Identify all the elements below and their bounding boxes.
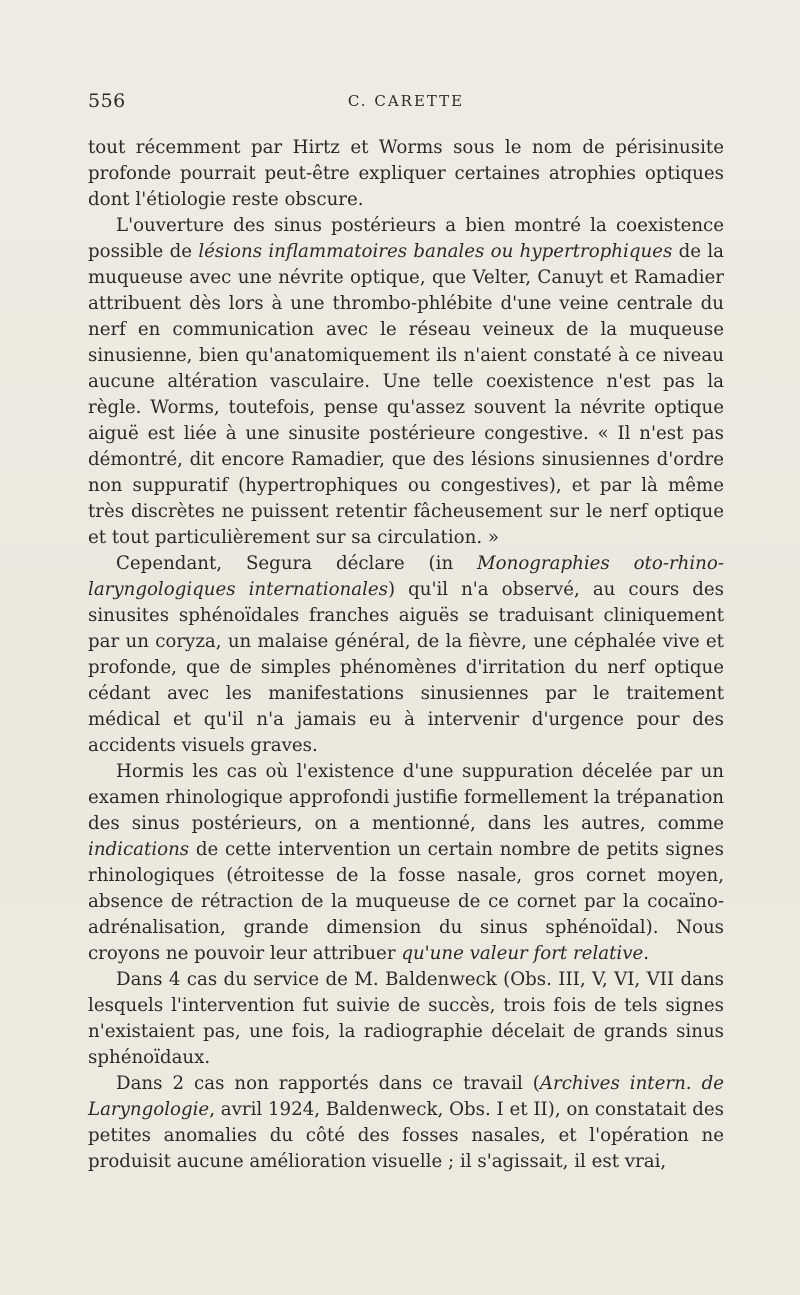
text-run: Dans 2 cas non rapportés dans ce travail ( [116, 1073, 540, 1094]
text-run: . [643, 943, 650, 964]
italic-text: Monographies oto-rhino-laryngologiques internationales [88, 553, 724, 600]
text-run: de cette intervention un certain nombre de petits signes rhinologiques (étroitesse de la fosse nasale, gros cornet moyen, absence de rétraction de la muqueuse de ce cornet par la cocaïno-adrénalisation, grande dimension du sinus sphénoïdal). Nous croyons ne pouvoir leur attribuer [88, 839, 724, 964]
text-run: de la muqueuse avec une névrite optique, que Velter, Canuyt et Ramadier attribuent dès lors à une thrombo-phlébite d'une veine centrale du nerf en communication avec le réseau veineux de la muqueuse sinusienne, bien qu'anatomiquement ils n'aient constaté à ce niveau aucune altération vasculaire. Une telle coexistence n'est pas la règle. Worms, toutefois, pense qu'assez souvent la névrite optique aiguë est liée à une sinusite postérieure congestive. « Il n'est pas démontré, dit encore Ramadier, que des lésions sinusiennes d'ordre non suppuratif (hypertrophiques ou congestives), et par là même très discrètes ne puissent retentir fâcheusement sur le nerf optique et tout particulièrement sur sa circulation. » [88, 241, 724, 548]
italic-text: Archives intern. de Laryngologie [88, 1073, 724, 1120]
page-number: 556 [88, 90, 126, 112]
text-run: Cependant, Segura déclare (in [116, 553, 478, 574]
paragraph [88, 759, 724, 967]
paragraph [88, 213, 724, 551]
text-run: L'ouverture des sinus postérieurs a bien montré la coexistence possible de [88, 215, 724, 262]
paragraph [88, 967, 724, 1071]
italic-text: indications [88, 839, 190, 860]
text-run: ) qu'il n'a observé, au cours des sinusites sphénoïdales franches aiguës se traduisant cliniquement par un coryza, un malaise général, de la fièvre, une céphalée vive et profonde, que de simples phénomènes d'irritation du nerf optique cédant avec les manifestations sinusiennes par le traitement médical et qu'il n'a jamais eu à intervenir d'urgence pour des accidents visuels graves. [88, 579, 724, 756]
text-run: Hormis les cas où l'existence d'une suppuration décelée par un examen rhinologique approfondi justifie formellement la trépanation des sinus postérieurs, on a mentionné, dans les autres, comme [88, 761, 724, 834]
italic-text: lésions inflammatoires banales ou hypertrophiques [198, 241, 673, 262]
text-run: tout récemment par Hirtz et Worms sous le nom de périsinusite profonde pourrait peut-être expliquer certaines atrophies optiques dont l'étiologie reste obscure. [88, 137, 724, 210]
page-header [88, 90, 724, 120]
paragraph [88, 135, 724, 213]
running-head: C. CARETTE [347, 92, 465, 110]
paragraph [88, 1071, 724, 1175]
italic-text: qu'une valeur fort relative [401, 943, 644, 964]
text-run: Dans 4 cas du service de M. Baldenweck (Obs. III, V, VI, VII dans lesquels l'intervention fut suivie de succès, trois fois de tels signes n'existaient pas, une fois, la radiographie décelait de grands sinus sphénoïdaux. [88, 969, 724, 1068]
paragraph [88, 551, 724, 759]
text-run: , avril 1924, Baldenweck, Obs. I et II), on constatait des petites anomalies du côté des fosses nasales, et l'opération ne produisit aucune amélioration visuelle ; il s'agissait, il est vrai, [88, 1099, 724, 1172]
body-text [88, 135, 724, 1175]
